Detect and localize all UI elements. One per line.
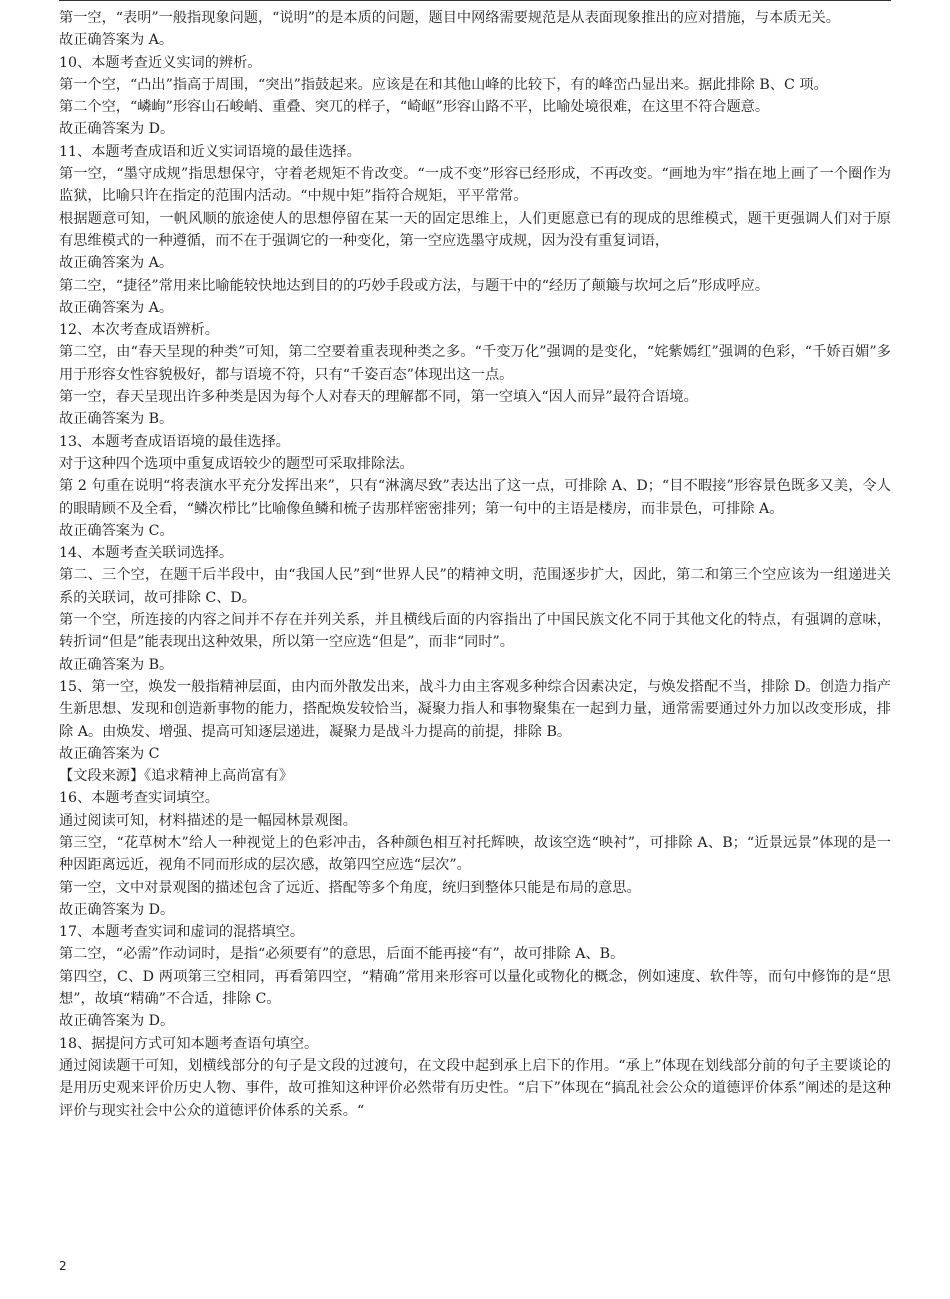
paragraph: 14、本题考查关联词选择。: [59, 545, 234, 562]
paragraph: 故正确答案为 C。: [59, 522, 174, 539]
paragraph: 15、第一空，焕发一般指精神层面，由内而外散发出来，战斗力由主客观多种综合因素决定，与焕发搭配不当，排除 D。创造力指产生新思想、发现和创造新事物的能力，搭配焕发较恰当，凝聚力指人和事物聚集在一起到力量，通常需要通过外力加以改变形成，排除 A。由焕发、增强、提高可知逐层递进，凝聚力是战斗力提高的前提，排除 B。: [59, 678, 891, 740]
page-number: 2: [59, 1259, 67, 1273]
paragraph: 根据题意可知，一帆风顺的旅途使人的思想停留在某一天的固定思维上，人们更愿意已有的现成的思维模式，题干更强调人们对于原有思维模式的一种遵循，而不在于强调它的一种变化，第一空应选墨守成规，因为没有重复词语，: [59, 210, 891, 249]
paragraph: 第三空，“花草树木”给人一种视觉上的色彩冲击，各种颜色相互衬托辉映，故该空选“映衬”，可排除 A、B；“近景远景”体现的是一种因距离远近，视角不同而形成的层次感，故第四空应选“层次”。: [59, 834, 891, 874]
paragraph: 第二、三个空，在题干后半段中，由“我国人民”到“世界人民”的精神文明，范围逐步扩大，因此，第二和第三个空应该为一组递进关系的关联词，故可排除 C、D。: [59, 567, 891, 606]
paragraph: 16、本题考查实词填空。: [59, 790, 219, 807]
paragraph: 第二空，“捷径”常用来比喻能较快地达到目的的巧妙手段或方法，与题干中的“经历了颠簸与坎坷之后”形成呼应。: [59, 277, 770, 294]
paragraph: 第一空，“表明”一般指现象问题，“说明”的是本质的问题，题目中网络需要规范是从表面现象推出的应对措施，与本质无关。: [59, 10, 840, 26]
paragraph: 故正确答案为 A。: [59, 255, 174, 272]
paragraph: 17、本题考查实词和虚词的混搭填空。: [59, 924, 305, 941]
paragraph: 11、本题考查成语和近义实词语境的最佳选择。: [59, 143, 361, 160]
paragraph: 故正确答案为 D。: [59, 121, 175, 138]
paragraph: 13、本题考查成语语境的最佳选择。: [59, 433, 290, 450]
paragraph: 第二个空，“嶙峋”形容山石峻峭、重叠、突兀的样子，“崎岖”形容山路不平，比喻处境很难，在这里不符合题意。: [59, 99, 770, 116]
paragraph: 12、本次考查成语辨析。: [59, 322, 219, 339]
document-body: [59, 7, 891, 1122]
paragraph: 第二空，由“春天呈现的种类”可知，第二空要着重表现种类之多。“千变万化”强调的是变化，“姹紫嫣红”强调的色彩，“千娇百媚”多用于形容女性容貌极好，都与语境不符，只有“千姿百态”体现出这一点。: [59, 344, 891, 383]
paragraph: 18、据提问方式可知本题考查语句填空。: [59, 1035, 319, 1052]
paragraph: 第二空，“必需”作动词时，是指“必须要有”的意思，后面不能再接“有”，故可排除 A、B。: [59, 946, 625, 963]
paragraph: 第一空，“墨守成规”指思想保守，守着老规矩不肯改变。“一成不变”形容已经形成，不再改变。“画地为牢”指在地上画了一个圈作为监狱，比喻只许在指定的范围内活动。“中规中矩”指符合规矩，平平常常。: [59, 166, 891, 205]
paragraph: 故正确答案为 D。: [59, 901, 175, 918]
paragraph: 通过阅读题干可知，划横线部分的句子是文段的过渡句，在文段中起到承上启下的作用。“承上”体现在划线部分前的句子主要谈论的是用历史观来评价历史人物、事件，故可推知这种评价必然带有历史性。“启下”体现在“搞乱社会公众的道德评价体系”阐述的是这种评价与现实社会中公众的道德评价体系的关系。“: [59, 1057, 891, 1119]
paragraph: 故正确答案为 B。: [59, 411, 174, 428]
paragraph: 故正确答案为 A。: [59, 32, 174, 49]
paragraph: 故正确答案为 A。: [59, 299, 174, 316]
paragraph: 第一空，文中对景观图的描述包含了远近、搭配等多个角度，统归到整体只能是布局的意思。: [59, 879, 641, 896]
paragraph: 第四空，C、D 两项第三空相同，再看第四空，“精确”常用来形容可以量化或物化的概念，例如速度、软件等，而句中修饰的是“思想”，故填“精确”不合适，排除 C。: [59, 968, 891, 1008]
paragraph: 第一个空，所连接的内容之间并不存在并列关系，并且横线后面的内容指出了中国民族文化不同于其他文化的特点，有强调的意味，转折词“但是”能表现出这种效果，所以第一空应选“但是”，而非“同时”。: [59, 612, 891, 651]
paragraph: 10、本题考查近义实词的辨析。: [59, 54, 262, 71]
paragraph: 第一空，春天呈现出许多种类是因为每个人对春天的理解都不同，第一空填入“因人而异”最符合语境。: [59, 389, 698, 406]
paragraph: 第 2 句重在说明“将表演水平充分发挥出来”，只有“淋漓尽致”表达出了这一点，可排除 A、D；“目不暇接”形容景色既多又美，令人的眼睛顾不及全看，“鳞次栉比”比喻像鱼鳞和梳子齿那样密密排列；第一句中的主语是楼房，而非景色，可排除 A。: [59, 478, 891, 517]
paragraph: 故正确答案为 D。: [59, 1013, 175, 1030]
paragraph: 【文段来源】《追求精神上高尚富有》: [59, 768, 294, 785]
paragraph: 故正确答案为 C: [59, 745, 160, 762]
document-page: [59, 0, 891, 1122]
paragraph: 对于这种四个选项中重复成语较少的题型可采取排除法。: [59, 455, 414, 472]
top-rule: [59, 0, 891, 1]
paragraph: 第一个空，“凸出”指高于周围，“突出”指鼓起来。应该是在和其他山峰的比较下，有的峰峦凸显出来。据此排除 B、C 项。: [59, 76, 828, 93]
paragraph: 故正确答案为 B。: [59, 656, 174, 673]
paragraph: 通过阅读可知，材料描述的是一幅园林景观图。: [59, 812, 357, 829]
